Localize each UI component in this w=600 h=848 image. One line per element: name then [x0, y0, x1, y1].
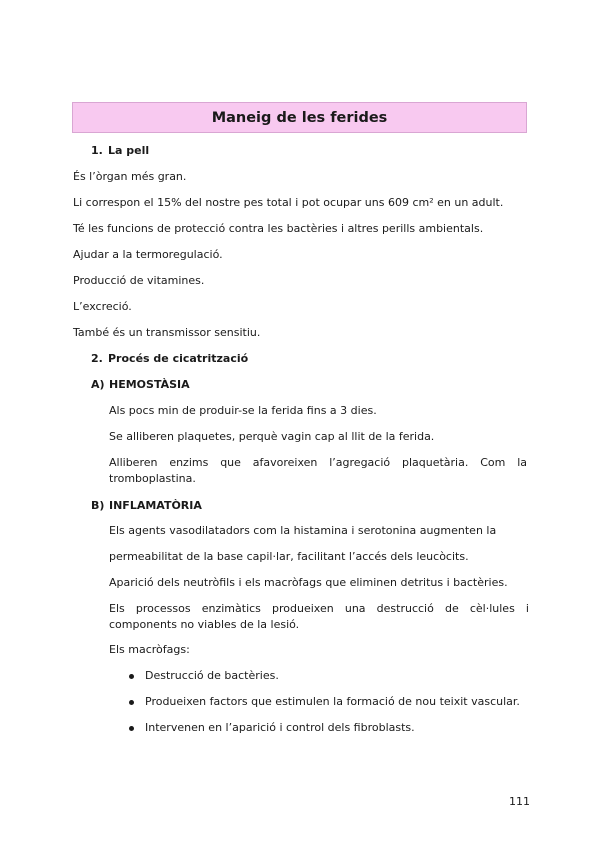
- paragraph-line: Els macròfags:: [109, 643, 190, 656]
- paragraph-line: Els agents vasodilatadors com la histamina i serotonina augmenten la: [109, 524, 497, 537]
- paragraph-line: Té les funcions de protecció contra les bactèries i altres perills ambientals.: [73, 222, 484, 235]
- subsection-heading-hemostasia: [91, 377, 190, 393]
- paragraph-line: És l’òrgan més gran.: [73, 170, 187, 183]
- bullet-icon: [129, 726, 134, 731]
- bullet-icon: [129, 674, 134, 679]
- section-heading-cicatritzacio: [91, 351, 248, 367]
- section-number: 2.: [91, 352, 103, 365]
- section-number: 1.: [91, 144, 103, 157]
- subsection-title: HEMOSTÀSIA: [109, 378, 190, 391]
- paragraph-line: Producció de vitamines.: [73, 274, 205, 287]
- page-title: Maneig de les ferides: [211, 109, 388, 126]
- bullet-icon: [129, 700, 134, 705]
- section-title: Procés de cicatrització: [108, 352, 249, 365]
- paragraph-line: Ajudar a la termoregulació.: [73, 248, 223, 261]
- paragraph-line: L’excreció.: [73, 300, 132, 313]
- subsection-title: INFLAMATÒRIA: [109, 499, 202, 512]
- page-title-box: [72, 102, 527, 133]
- paragraph-line: permeabilitat de la base capil·lar, facilitant l’accés dels leucòcits.: [109, 550, 469, 563]
- paragraph-line: Aparició dels neutròfils i els macròfags que eliminen detritus i bactèries.: [109, 576, 508, 589]
- page-number: 111: [509, 795, 530, 808]
- paragraph-line: Els processos enzimàtics produeixen una destrucció de cèl·lules i components no viables de la lesió.: [109, 602, 529, 631]
- list-item: Produeixen factors que estimulen la formació de nou teixit vascular.: [145, 695, 520, 708]
- list-item: Intervenen en l’aparició i control dels fibroblasts.: [145, 721, 415, 734]
- paragraph-line: També és un transmissor sensitiu.: [73, 326, 261, 339]
- subsection-letter: B): [91, 499, 105, 512]
- list-item: Destrucció de bactèries.: [145, 669, 279, 682]
- section-title: La pell: [108, 144, 150, 157]
- section-heading-la-pell: [91, 143, 149, 159]
- subsection-letter: A): [91, 378, 105, 391]
- paragraph-line: Alliberen enzims que afavoreixen l’agregació plaquetària. Com la tromboplastina.: [109, 456, 527, 485]
- paragraph-line: Li correspon el 15% del nostre pes total i pot ocupar uns 609 cm² en un adult.: [73, 196, 504, 209]
- paragraph-line: Se alliberen plaquetes, perquè vagin cap al llit de la ferida.: [109, 430, 435, 443]
- paragraph-line: Als pocs min de produir-se la ferida fins a 3 dies.: [109, 404, 377, 417]
- subsection-heading-inflamatoria: [91, 498, 202, 514]
